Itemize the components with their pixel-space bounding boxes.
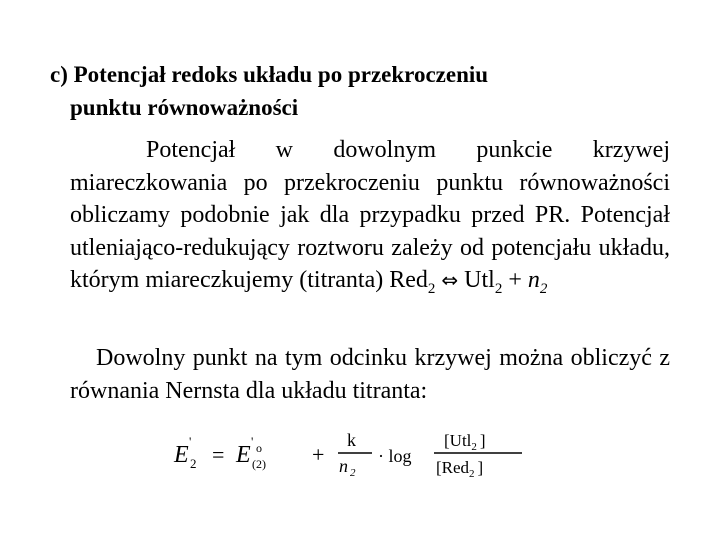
formula-E0: E bbox=[236, 442, 251, 468]
formula-equals: = bbox=[212, 442, 225, 467]
n-symbol: n bbox=[527, 267, 540, 294]
formula-plus: + bbox=[312, 442, 325, 467]
heading-line-2: punktu równoważności bbox=[70, 95, 299, 120]
n-subscript: 2 bbox=[539, 281, 548, 298]
utl-label: Utl bbox=[464, 267, 495, 294]
heading-line-1: c) Potencjał redoks układu po przekroczeniu bbox=[50, 62, 489, 87]
section-heading bbox=[50, 58, 690, 124]
utl-subscript: 2 bbox=[494, 281, 503, 298]
formula-dot-log: · log bbox=[378, 446, 412, 466]
formula-denominator: [Red$_2$ ] bbox=[436, 458, 484, 480]
formula-n-subscript: 2 bbox=[350, 467, 356, 479]
formula-n: n bbox=[339, 456, 348, 476]
equilibrium-arrow-icon: ⇔ bbox=[441, 268, 459, 293]
formula-k: k bbox=[347, 430, 356, 450]
red-label: Red bbox=[389, 267, 428, 294]
red-subscript: 2 bbox=[427, 281, 436, 298]
nernst-equation bbox=[172, 428, 532, 480]
formula-E0-subscript: (2) bbox=[252, 457, 266, 471]
formula-lhs-E: E bbox=[174, 442, 189, 468]
paragraph-2 bbox=[70, 342, 670, 407]
plus-sign: + bbox=[508, 267, 522, 294]
formula-numerator: [Utl$_2$ ] bbox=[444, 431, 486, 453]
formula-E0-prime: ' bbox=[251, 434, 254, 449]
formula-lhs-prime: ' bbox=[189, 434, 192, 449]
paragraph-2-text: Dowolny punkt na tym odcinku krzywej można obliczyć z równania Nernsta dla układu titranta: bbox=[70, 345, 670, 404]
paragraph-1-text: Potencjał w dowolnym punkcie krzywej miareczkowania po przekroczeniu punktu równoważności obliczamy podobnie jak dla przypadku przed PR. Potencjał utleniająco-redukujący roztworu zależy od potencjału układu, którym miareczkujemy (titranta) bbox=[70, 137, 670, 294]
paragraph-1 bbox=[70, 134, 670, 306]
formula-E0-superscript: o bbox=[256, 441, 262, 455]
formula-lhs-subscript: 2 bbox=[190, 456, 197, 471]
